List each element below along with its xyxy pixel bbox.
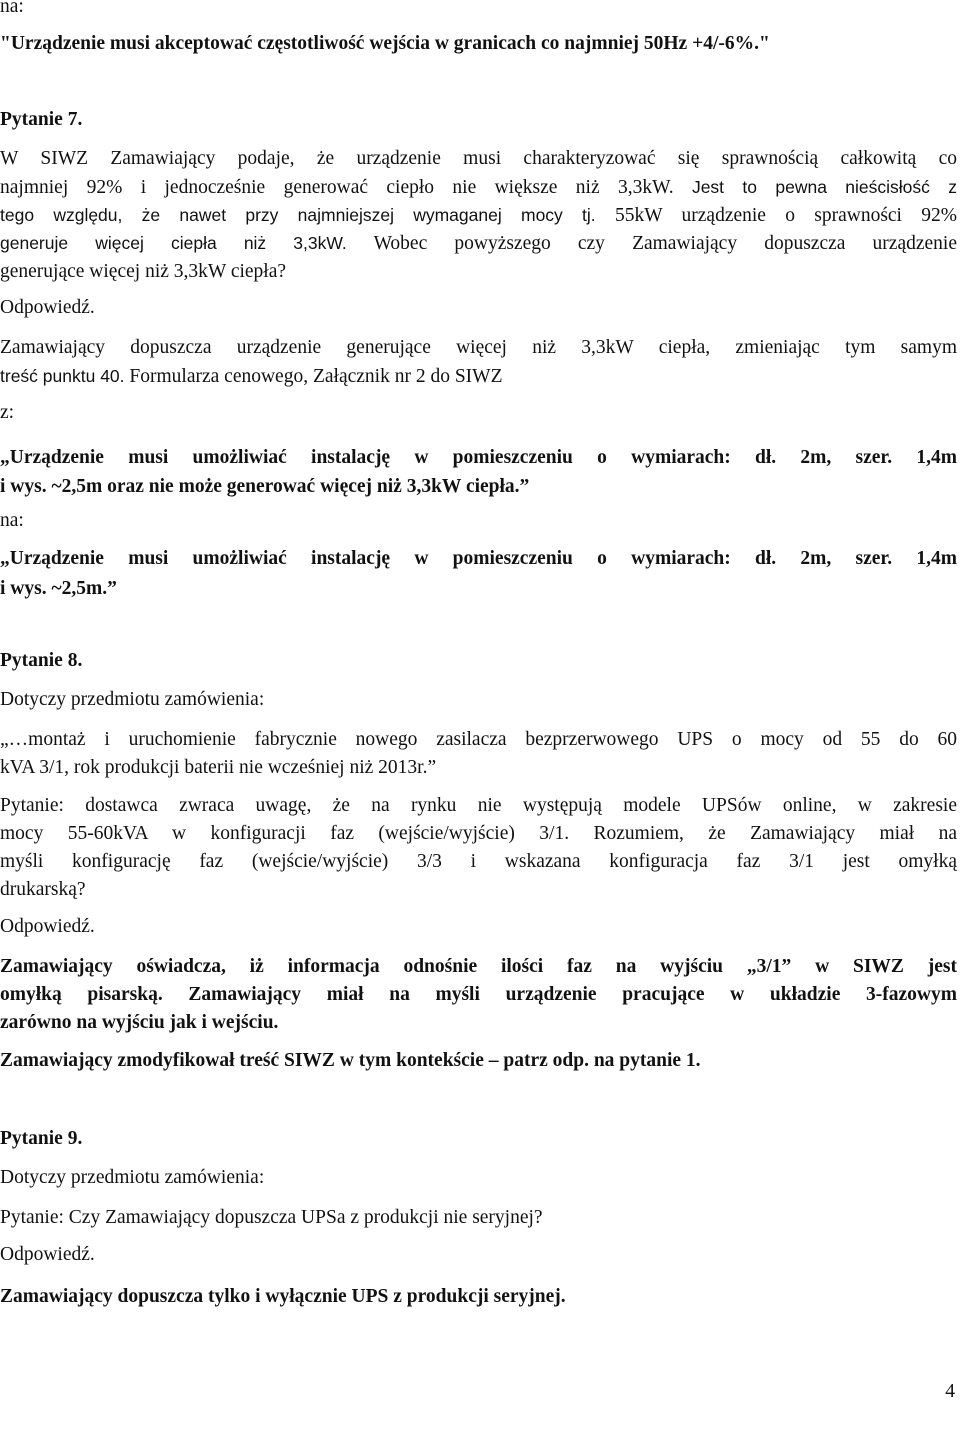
answer-8-line: omyłką pisarską. Zamawiający miał na myśli urządzenie pracujące w układzie 3-fazowym: [0, 984, 957, 1005]
answer-8-line: zarówno na wyjściu jak i wejściu.: [0, 1012, 279, 1033]
page-number: 4: [945, 1381, 955, 1402]
text-run: generuje więcej ciepła niż 3,3kW.: [0, 233, 347, 253]
text-run: tego względu, że nawet przy najmniejszej wymaganej mocy tj.: [0, 205, 596, 225]
old-requirement-line: „Urządzenie musi umożliwiać instalację w pomieszczeniu o wymiarach: dł. 2m, szer. 1,4m: [0, 447, 957, 468]
z-label: z:: [0, 402, 15, 423]
answer-label: Odpowiedź.: [0, 916, 95, 937]
text-run: treść punktu 40.: [0, 366, 125, 386]
question-8-heading: Pytanie 8.: [0, 650, 83, 671]
subject-quote-line: kVA 3/1, rok produkcji baterii nie wcześniej niż 2013r.”: [0, 757, 437, 778]
answer-8-line: Zamawiający zmodyfikował treść SIWZ w tym kontekście – patrz odp. na pytanie 1.: [0, 1050, 701, 1071]
text-run: najmniej 92% i jednocześnie generować ciepło nie większe niż 3,3kW.: [0, 177, 674, 198]
answer-9-line: Zamawiający dopuszcza tylko i wyłącznie UPS z produkcji seryjnej.: [0, 1286, 566, 1307]
question-7-heading: Pytanie 7.: [0, 109, 83, 130]
subject-quote-line: „…montaż i uruchomienie fabrycznie nowego zasilacza bezprzerwowego UPS o mocy od 55 do 60: [0, 729, 957, 750]
question-7-line: [0, 230, 957, 257]
answer-label: Odpowiedź.: [0, 297, 95, 318]
new-requirement-line: i wys. ~2,5m.”: [0, 578, 117, 599]
answer-8-line: Zamawiający oświadcza, iż informacja odnośnie ilości faz na wyjściu „3/1” w SIWZ jest: [0, 956, 957, 977]
question-7-line: [0, 174, 957, 201]
answer-7-line: [0, 363, 957, 390]
requirement-quote: "Urządzenie musi akceptować częstotliwość wejścia w granicach co najmniej 50Hz +4/-6%.": [0, 33, 770, 54]
subject-label: Dotyczy przedmiotu zamówienia:: [0, 689, 265, 710]
question-8-line: myśli konfigurację faz (wejście/wyjście) 3/3 i wskazana konfiguracja faz 3/1 jest omyłką: [0, 851, 957, 872]
text-run: Jest to pewna nieścisłość z: [673, 177, 958, 197]
answer-7-line: Zamawiający dopuszcza urządzenie generujące więcej niż 3,3kW ciepła, zmieniając tym samym: [0, 337, 957, 358]
text-run: 55kW urządzenie o sprawności 92%: [595, 205, 957, 226]
new-requirement-line: „Urządzenie musi umożliwiać instalację w pomieszczeniu o wymiarach: dł. 2m, szer. 1,4m: [0, 548, 957, 569]
text-run: Formularza cenowego, Załącznik nr 2 do SIWZ: [124, 366, 503, 387]
question-8-line: drukarską?: [0, 879, 86, 900]
question-7-line: generujące więcej niż 3,3kW ciepła?: [0, 261, 287, 282]
question-8-line: Pytanie: dostawca zwraca uwagę, że na rynku nie występują modele UPSów online, w zakresie: [0, 795, 957, 816]
text-run: Wobec powyższego czy Zamawiający dopuszcza urządzenie: [346, 233, 957, 254]
question-9-line: Pytanie: Czy Zamawiający dopuszcza UPSa z produkcji nie seryjnej?: [0, 1207, 543, 1228]
question-7-line: [0, 202, 957, 229]
question-9-heading: Pytanie 9.: [0, 1128, 83, 1149]
question-8-line: mocy 55-60kVA w konfiguracji faz (wejście/wyjście) 3/1. Rozumiem, że Zamawiający miał na: [0, 823, 957, 844]
na-label: na:: [0, 510, 24, 531]
old-requirement-line: i wys. ~2,5m oraz nie może generować więcej niż 3,3kW ciepła.”: [0, 476, 530, 497]
answer-label: Odpowiedź.: [0, 1244, 95, 1265]
na-label: na:: [0, 0, 24, 17]
question-7-line: W SIWZ Zamawiający podaje, że urządzenie musi charakteryzować się sprawnością całkowitą co: [0, 148, 957, 169]
subject-label: Dotyczy przedmiotu zamówienia:: [0, 1167, 265, 1188]
